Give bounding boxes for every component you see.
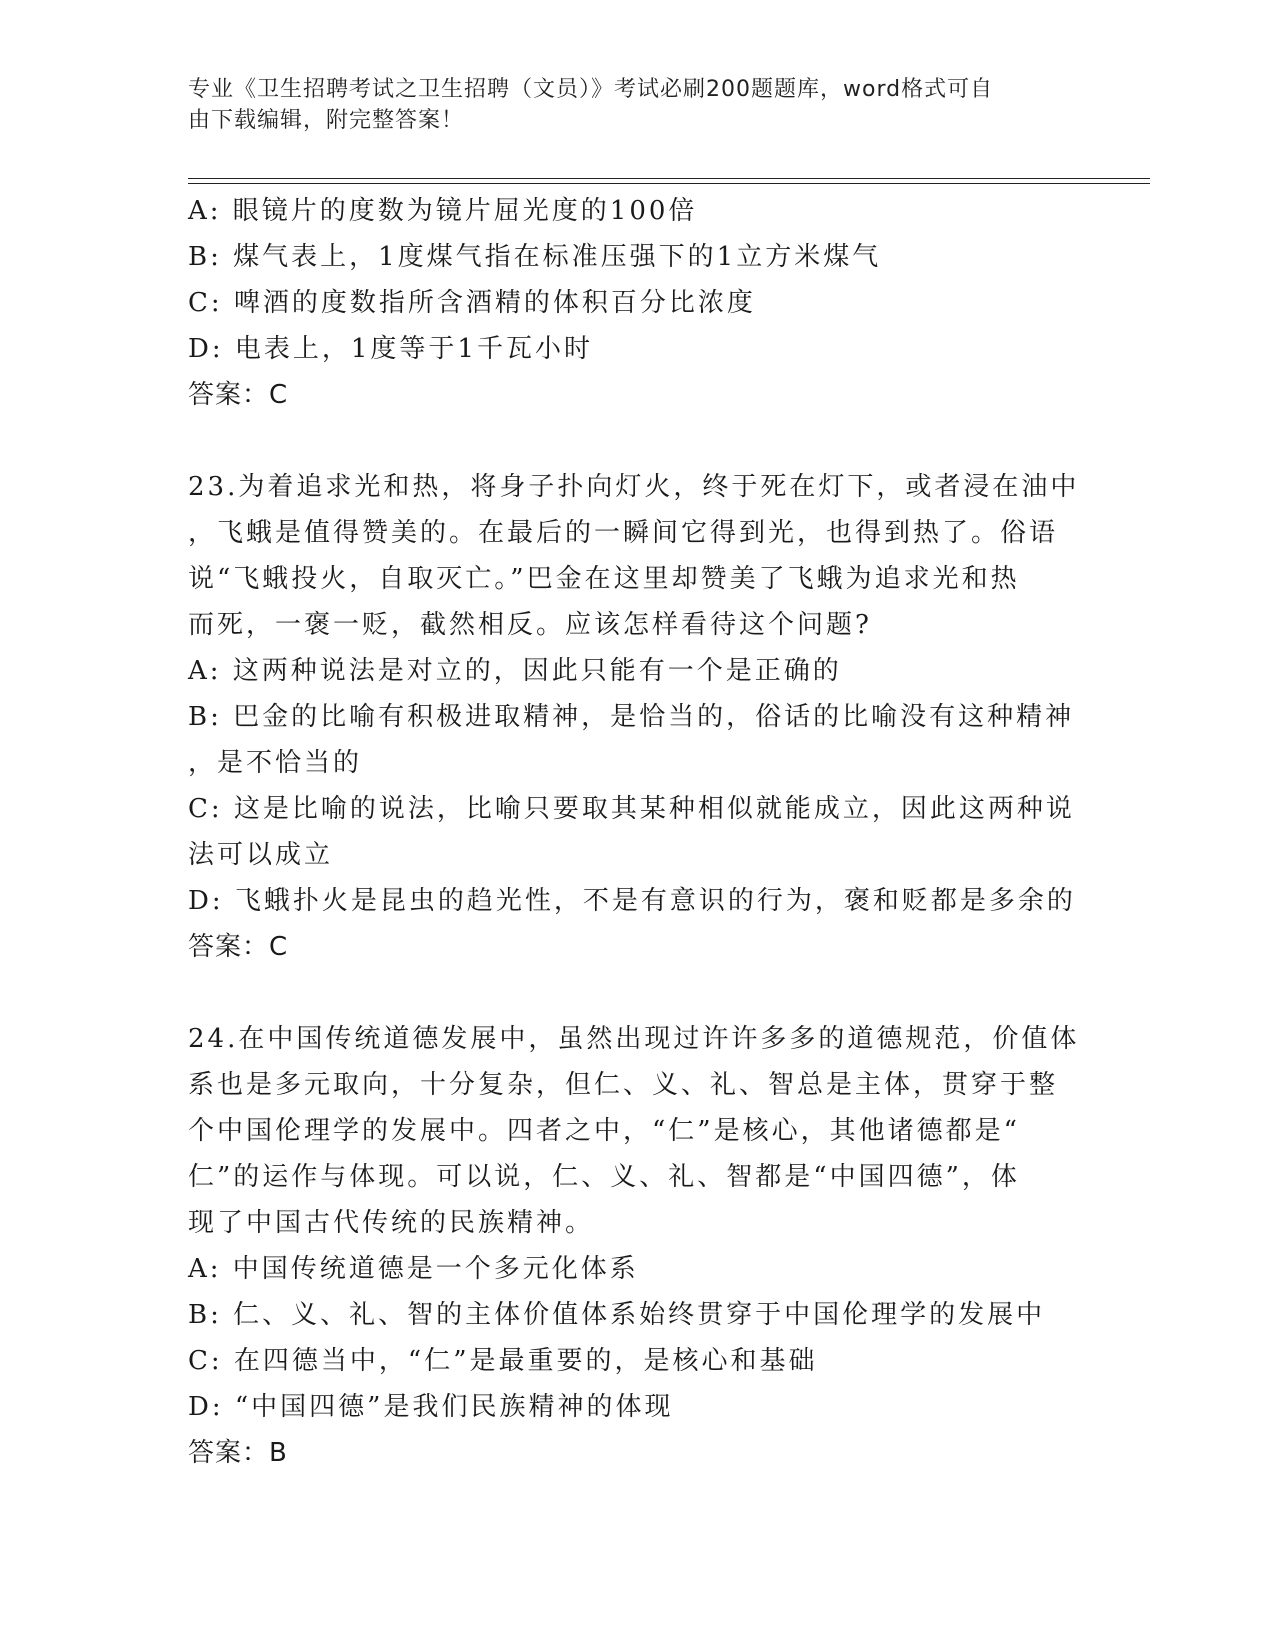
question-stem-line: 24.在中国传统道德发展中，虽然出现过许许多多的道德规范，价值体	[188, 1024, 1080, 1054]
question-24	[188, 1016, 1078, 1476]
question-stem-line: 个中国伦理学的发展中。四者之中，“仁”是核心，其他诸德都是“	[188, 1116, 1020, 1146]
option-c: C: 这是比喻的说法，比喻只要取其某种相似就能成立，因此这两种说	[188, 794, 1075, 824]
question-23	[188, 464, 1078, 970]
option-a: A: 中国传统道德是一个多元化体系	[188, 1254, 639, 1284]
document-body	[188, 188, 1078, 1476]
question-stem-line: 系也是多元取向，十分复杂，但仁、义、礼、智总是主体，贯穿于整	[188, 1070, 1059, 1100]
option-d: D: 电表上，1度等于1千瓦小时	[188, 334, 593, 364]
option-c: C: 在四德当中，“仁”是最重要的，是核心和基础	[188, 1346, 818, 1376]
option-b-continued: ，是不恰当的	[188, 748, 363, 778]
option-d: D: “中国四德”是我们民族精神的体现	[188, 1392, 674, 1422]
header-divider-bottom	[188, 183, 1150, 184]
option-c-continued: 法可以成立	[188, 840, 334, 870]
option-c: C: 啤酒的度数指所含酒精的体积百分比浓度	[188, 288, 756, 318]
document-header	[188, 74, 1068, 136]
answer: 答案：B	[188, 1438, 288, 1468]
question-stem-line: 而死，一褒一贬，截然相反。应该怎样看待这个问题?	[188, 610, 872, 640]
option-d: D: 飞蛾扑火是昆虫的趋光性，不是有意识的行为，褒和贬都是多余的	[188, 886, 1076, 916]
question-stem-line: 仁”的运作与体现。可以说，仁、义、礼、智都是“中国四德”，体	[188, 1162, 1020, 1192]
option-b: B: 煤气表上，1度煤气指在标准压强下的1立方米煤气	[188, 242, 882, 272]
spacer	[188, 970, 1078, 1016]
question-stem-line: ，飞蛾是值得赞美的。在最后的一瞬间它得到光，也得到热了。俗语	[188, 518, 1059, 548]
option-b: B: 仁、义、礼、智的主体价值体系始终贯穿于中国伦理学的发展中	[188, 1300, 1046, 1330]
spacer	[188, 418, 1078, 464]
header-divider-top	[188, 178, 1150, 179]
option-a: A: 这两种说法是对立的，因此只能有一个是正确的	[188, 656, 842, 686]
option-a: A: 眼镜片的度数为镜片屈光度的100倍	[188, 196, 698, 226]
question-22-options	[188, 188, 1078, 418]
option-b: B: 巴金的比喻有积极进取精神，是恰当的，俗话的比喻没有这种精神	[188, 702, 1075, 732]
question-stem-line: 现了中国古代传统的民族精神。	[188, 1208, 595, 1238]
header-line-1: 专业《卫生招聘考试之卫生招聘（文员）》考试必刷200题题库，word格式可自	[188, 77, 994, 102]
answer: 答案：C	[188, 380, 289, 410]
answer: 答案：C	[188, 932, 289, 962]
header-line-2: 由下载编辑，附完整答案！	[188, 108, 465, 133]
question-stem-line: 23.为着追求光和热，将身子扑向灯火，终于死在灯下，或者浸在油中	[188, 472, 1080, 502]
question-stem-line: 说“飞蛾投火，自取灭亡。”巴金在这里却赞美了飞蛾为追求光和热	[188, 564, 1020, 594]
